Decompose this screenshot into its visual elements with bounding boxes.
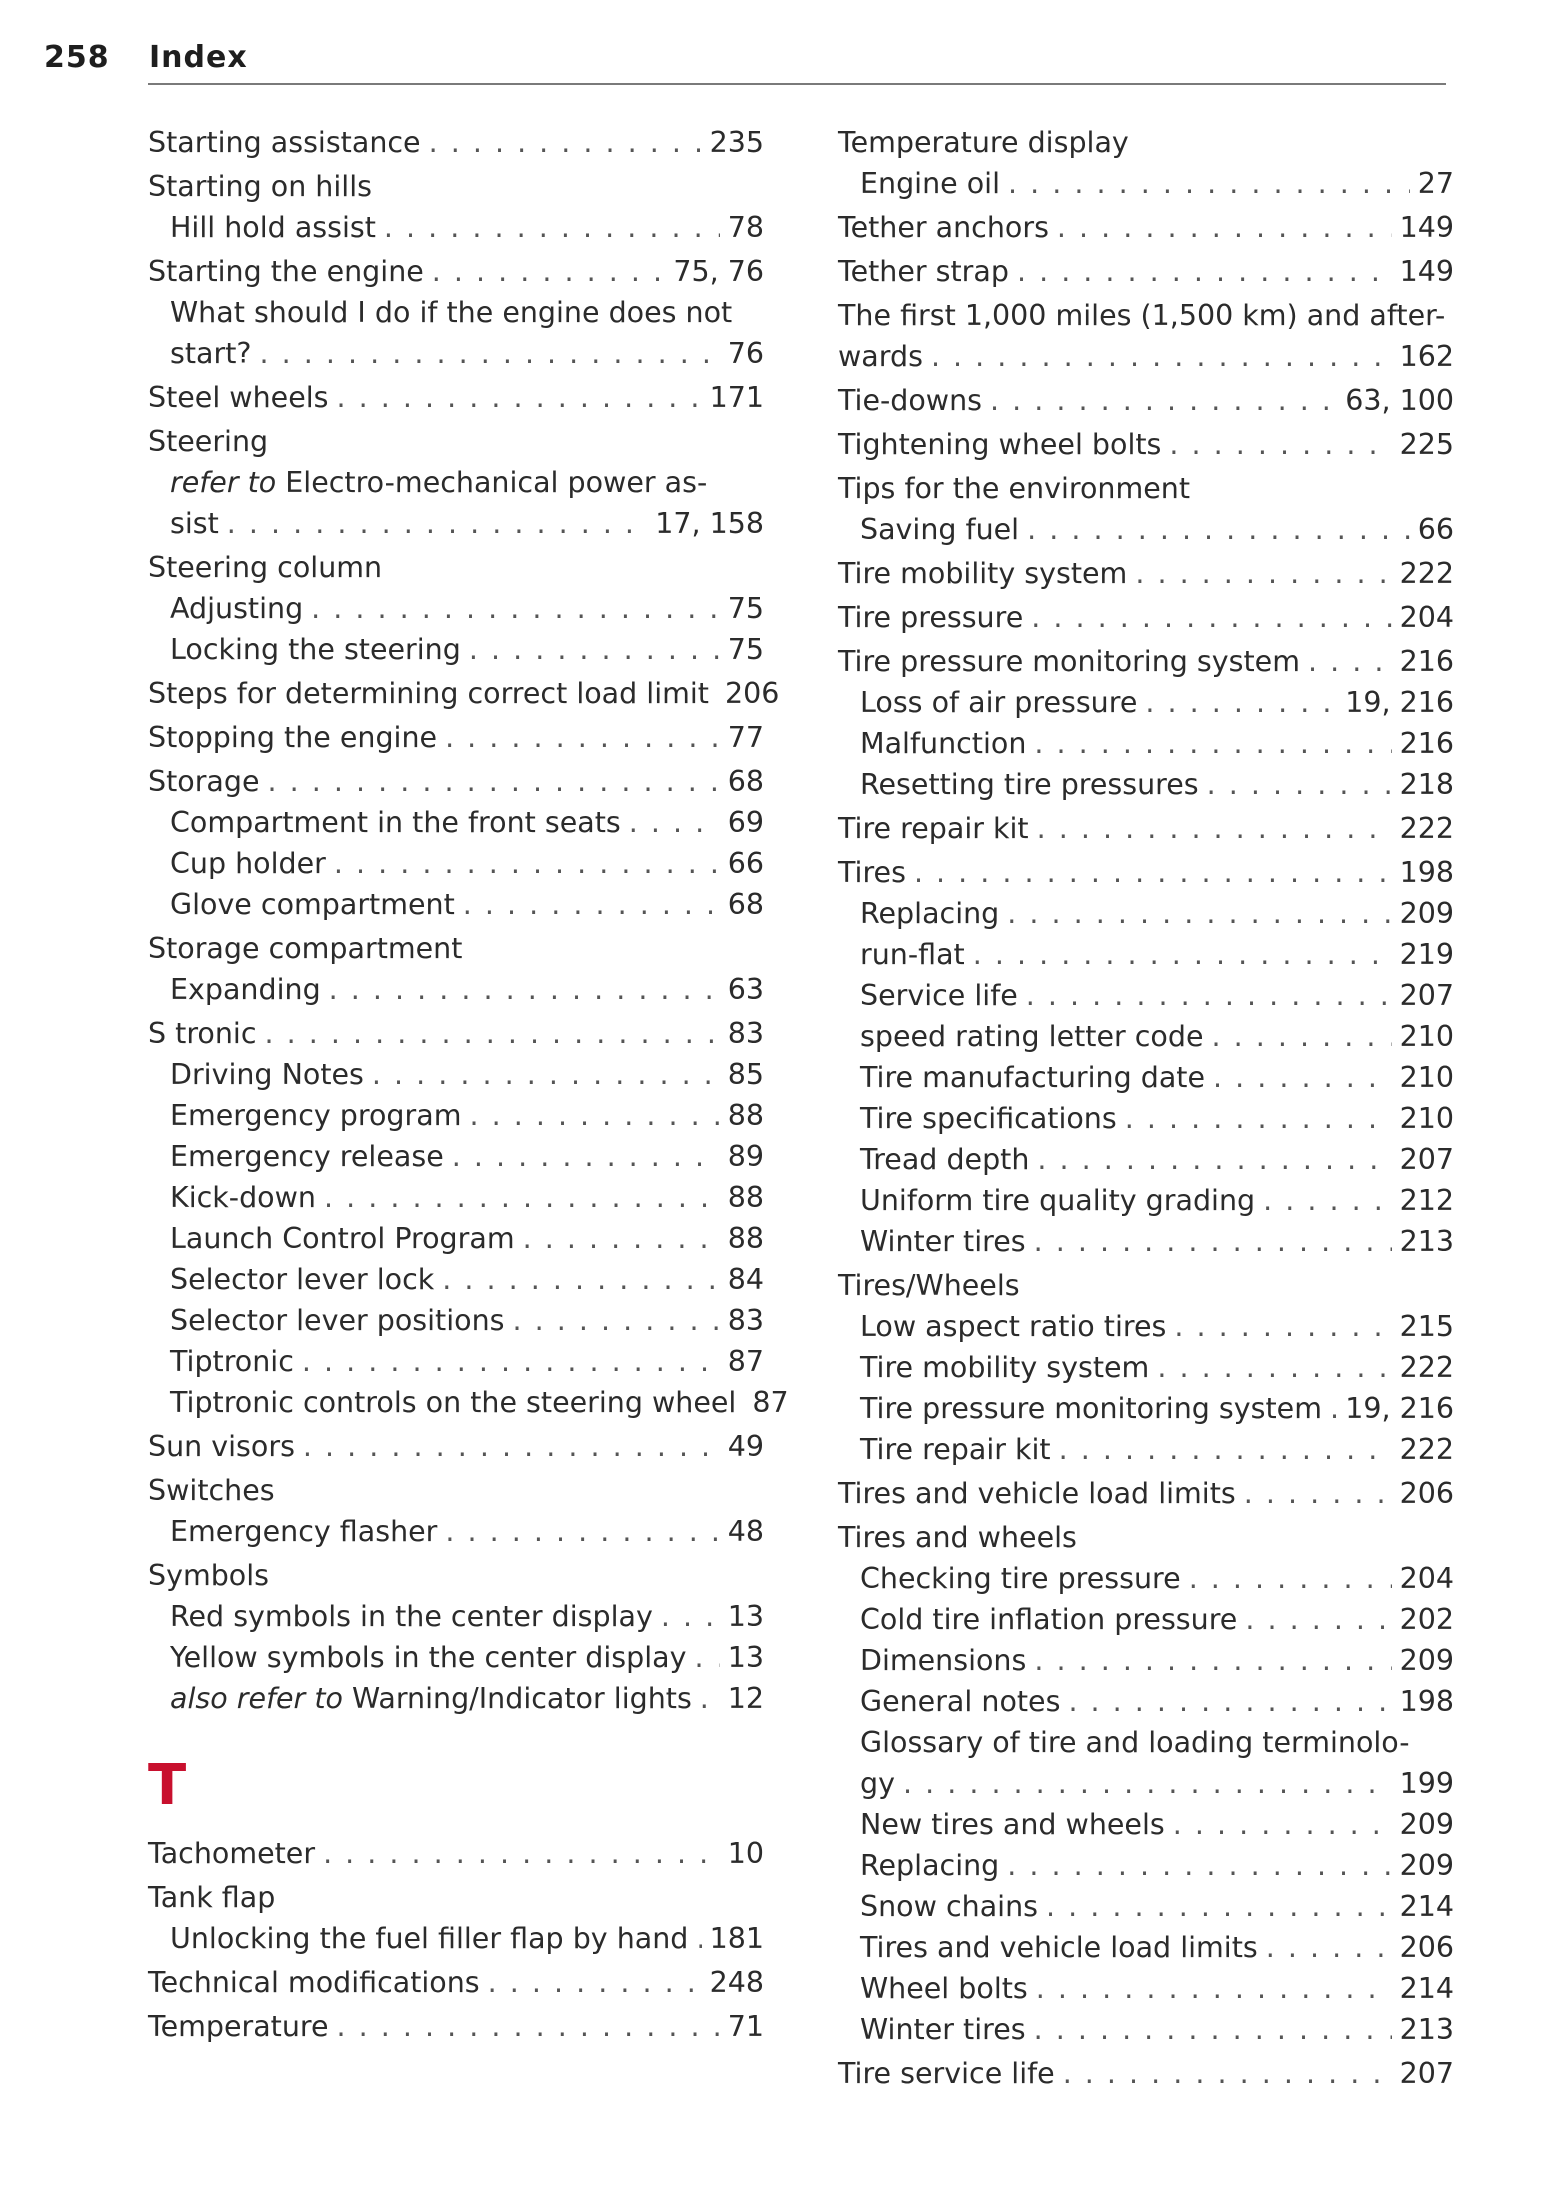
entry-label: Steering bbox=[148, 425, 269, 458]
subentry-label: Electro-mechanical power as- bbox=[285, 466, 708, 499]
page-ref: 66 bbox=[1417, 513, 1454, 546]
page-ref: 83 bbox=[727, 1304, 764, 1337]
refer-to-text: refer to bbox=[170, 466, 277, 499]
page-ref: 85 bbox=[727, 1058, 764, 1091]
subentry-label: New tires and wheels bbox=[860, 1808, 1165, 1841]
subentry-label: run-flat bbox=[860, 938, 965, 971]
subentry-label: Glossary of tire and loading terminolo- bbox=[860, 1726, 1410, 1759]
page-ref: 222 bbox=[1399, 812, 1454, 845]
entry-label: Tank flap bbox=[148, 1881, 276, 1914]
page-ref: 71 bbox=[727, 2010, 764, 2043]
subentry-label: Service life bbox=[860, 979, 1018, 1012]
index-subentry bbox=[838, 1558, 1454, 2050]
page-ref: 76 bbox=[727, 337, 764, 370]
index-subentry bbox=[838, 682, 1454, 805]
subentry-label-cont: start? bbox=[170, 337, 252, 370]
letter-heading-t: T bbox=[148, 1753, 187, 1818]
index-subentry bbox=[148, 969, 764, 1010]
page-ref: 88 bbox=[727, 1222, 764, 1255]
page-ref: 66 bbox=[727, 847, 764, 880]
index-entry bbox=[148, 761, 764, 925]
subentry-label: Tread depth bbox=[860, 1143, 1030, 1176]
entry-label: Stopping the engine bbox=[148, 721, 438, 754]
page-ref: 63 bbox=[727, 973, 764, 1006]
page-ref: 149 bbox=[1399, 211, 1454, 244]
page-ref: 248 bbox=[709, 1966, 764, 1999]
subentry-label: Selector lever lock bbox=[170, 1263, 435, 1296]
entry-label: Steering column bbox=[148, 551, 383, 584]
entry-label: Tie-downs bbox=[838, 384, 983, 417]
page-ref: 13 bbox=[727, 1600, 764, 1633]
subentry-label: Winter tires bbox=[860, 1225, 1026, 1258]
entry-label: Tire mobility system bbox=[838, 557, 1128, 590]
index-subentry bbox=[148, 802, 764, 925]
subentry-label: Uniform tire quality grading bbox=[860, 1184, 1256, 1217]
page-ref: 204 bbox=[1399, 601, 1454, 634]
page-ref: 27 bbox=[1417, 167, 1454, 200]
subentry-label: Tire specifications bbox=[860, 1102, 1117, 1135]
page-ref: 87 bbox=[727, 1345, 764, 1378]
subentry-label: Loss of air pressure bbox=[860, 686, 1138, 719]
index-column-left bbox=[148, 122, 789, 2047]
entry-label: Tires and vehicle load limits bbox=[838, 1477, 1236, 1510]
index-column-right bbox=[838, 122, 1454, 2094]
index-entry bbox=[148, 1962, 764, 2003]
subentry-label: Compartment in the front seats bbox=[170, 806, 621, 839]
index-entry bbox=[148, 421, 764, 544]
subentry-label: Emergency flasher bbox=[170, 1515, 438, 1548]
subentry-label: Tire pressure monitoring system bbox=[860, 1392, 1322, 1425]
subentry-label: Kick-down bbox=[170, 1181, 316, 1214]
entry-label: Tether strap bbox=[838, 255, 1009, 288]
subentry-label: Saving fuel bbox=[860, 513, 1020, 546]
subentry-label: Emergency program bbox=[170, 1099, 462, 1132]
page-ref: 75 bbox=[727, 592, 764, 625]
page-ref: 12 bbox=[727, 1682, 764, 1715]
index-entry bbox=[148, 1555, 764, 1719]
entry-label: Steps for determining correct load limit bbox=[148, 677, 709, 710]
index-subentry bbox=[148, 462, 764, 544]
page-ref: 206 bbox=[724, 677, 780, 710]
subentry-label: Unlocking the fuel filler flap by hand bbox=[170, 1922, 689, 1955]
subentry-label: Checking tire pressure bbox=[860, 1562, 1181, 1595]
index-entry bbox=[838, 122, 1454, 204]
page-ref: 204 bbox=[1399, 1562, 1454, 1595]
index-subentry bbox=[838, 1306, 1454, 1470]
entry-label: Switches bbox=[148, 1474, 275, 1507]
entry-label: Tires and wheels bbox=[838, 1521, 1077, 1554]
index-subentry bbox=[838, 893, 1454, 1262]
subentry-label: Tires and vehicle load limits bbox=[860, 1931, 1258, 1964]
page-ref: 78 bbox=[727, 211, 764, 244]
entry-label-cont: wards bbox=[838, 340, 923, 373]
index-entry bbox=[148, 1877, 764, 1959]
entry-label: S tronic bbox=[148, 1017, 257, 1050]
entry-label: Tire pressure monitoring system bbox=[838, 645, 1300, 678]
entry-label: Tire pressure bbox=[838, 601, 1024, 634]
index-entry bbox=[838, 1517, 1454, 2050]
section-title: Index bbox=[149, 40, 248, 75]
page-ref: 235 bbox=[709, 126, 764, 159]
entry-label: Tire service life bbox=[838, 2057, 1055, 2090]
index-subentry bbox=[148, 1054, 789, 1423]
subentry-label: Selector lever positions bbox=[170, 1304, 505, 1337]
index-entry bbox=[148, 1470, 764, 1552]
entry-label: Tips for the environment bbox=[838, 472, 1191, 505]
page-ref: 77 bbox=[727, 721, 764, 754]
subentry-label: Yellow symbols in the center display bbox=[170, 1641, 687, 1674]
index-entry bbox=[838, 641, 1454, 805]
subentry-label: Adjusting bbox=[170, 592, 304, 625]
page-ref: 218 bbox=[1399, 768, 1454, 801]
index-entry bbox=[148, 377, 764, 418]
subentry-label: Expanding bbox=[170, 973, 321, 1006]
index-entry bbox=[838, 597, 1454, 638]
subentry-label: Replacing bbox=[860, 897, 1000, 930]
entry-label: Starting the engine bbox=[148, 255, 424, 288]
index-entry bbox=[148, 2006, 764, 2047]
subentry-label: Glove compartment bbox=[170, 888, 455, 921]
page-ref: 199 bbox=[1399, 1767, 1454, 1800]
page-ref: 209 bbox=[1399, 1849, 1454, 1882]
index-entry bbox=[148, 251, 764, 374]
index-subentry bbox=[148, 1511, 764, 1552]
page-ref: 19, 216 bbox=[1345, 686, 1454, 719]
page-ref: 10 bbox=[727, 1837, 764, 1870]
entry-label: Tires/Wheels bbox=[838, 1269, 1020, 1302]
page-ref: 206 bbox=[1399, 1477, 1454, 1510]
refer-to-text: also refer to bbox=[170, 1682, 343, 1715]
subentry-label: Cup holder bbox=[170, 847, 326, 880]
entry-label: Technical modifications bbox=[148, 1966, 480, 1999]
index-entry bbox=[148, 928, 764, 1010]
index-entry bbox=[838, 207, 1454, 248]
entry-label: Symbols bbox=[148, 1559, 270, 1592]
index-entry bbox=[148, 547, 764, 670]
subentry-label: Emergency release bbox=[170, 1140, 444, 1173]
page-ref: 75, 76 bbox=[673, 255, 764, 288]
page-ref: 213 bbox=[1399, 1225, 1454, 1258]
index-entry bbox=[148, 1426, 764, 1467]
index-subentry bbox=[148, 1596, 764, 1719]
page-ref: 209 bbox=[1399, 897, 1454, 930]
index-entry bbox=[148, 673, 780, 714]
page-ref: 210 bbox=[1399, 1020, 1454, 1053]
index-subentry bbox=[148, 207, 764, 248]
subentry-label: Snow chains bbox=[860, 1890, 1038, 1923]
subentry-label: Locking the steering bbox=[170, 633, 461, 666]
page-ref: 222 bbox=[1399, 557, 1454, 590]
entry-label: Tightening wheel bolts bbox=[838, 428, 1162, 461]
page-ref: 207 bbox=[1399, 2057, 1454, 2090]
page-ref: 84 bbox=[727, 1263, 764, 1296]
page-ref: 48 bbox=[727, 1515, 764, 1548]
page-ref: 202 bbox=[1399, 1603, 1454, 1636]
entry-label: Starting on hills bbox=[148, 170, 372, 203]
subentry-label: Driving Notes bbox=[170, 1058, 364, 1091]
index-subentry bbox=[148, 1918, 764, 1959]
entry-label: Storage compartment bbox=[148, 932, 463, 965]
entry-label: Tachometer bbox=[148, 1837, 316, 1870]
page-ref: 210 bbox=[1399, 1102, 1454, 1135]
subentry-label: What should I do if the engine does not bbox=[170, 296, 733, 329]
index-subentry bbox=[148, 292, 764, 374]
page-ref: 214 bbox=[1399, 1972, 1454, 2005]
subentry-label: Malfunction bbox=[860, 727, 1027, 760]
page-ref: 198 bbox=[1399, 856, 1454, 889]
index-entry bbox=[148, 1833, 764, 1874]
page-ref: 87 bbox=[752, 1386, 789, 1419]
page-ref: 206 bbox=[1399, 1931, 1454, 1964]
page-ref: 216 bbox=[1399, 727, 1454, 760]
subentry-label: Resetting tire pressures bbox=[860, 768, 1199, 801]
subentry-label: Tiptronic bbox=[170, 1345, 294, 1378]
index-entry bbox=[838, 808, 1454, 849]
entry-label: Tires bbox=[838, 856, 906, 889]
index-entry bbox=[148, 122, 764, 163]
subentry-label: Tire repair kit bbox=[860, 1433, 1051, 1466]
index-entry bbox=[838, 380, 1454, 421]
page-ref: 88 bbox=[727, 1181, 764, 1214]
index-subentry bbox=[838, 163, 1454, 204]
subentry-label: Winter tires bbox=[860, 2013, 1026, 2046]
page-ref: 207 bbox=[1399, 1143, 1454, 1176]
page-ref: 209 bbox=[1399, 1644, 1454, 1677]
index-entry bbox=[148, 1013, 789, 1423]
header-rule bbox=[148, 83, 1446, 85]
index-entry bbox=[148, 717, 764, 758]
page-ref: 209 bbox=[1399, 1808, 1454, 1841]
page-ref: 216 bbox=[1399, 645, 1454, 678]
entry-label: Temperature display bbox=[838, 126, 1129, 159]
page-ref: 212 bbox=[1399, 1184, 1454, 1217]
subentry-label: Warning/Indicator lights bbox=[352, 1682, 692, 1715]
page-ref: 149 bbox=[1399, 255, 1454, 288]
page-ref: 225 bbox=[1399, 428, 1454, 461]
page-ref: 19, 216 bbox=[1345, 1392, 1454, 1425]
entry-label: Tether anchors bbox=[838, 211, 1049, 244]
page-ref: 215 bbox=[1399, 1310, 1454, 1343]
page-ref: 222 bbox=[1399, 1433, 1454, 1466]
index-entry bbox=[838, 1473, 1454, 1514]
subentry-label-cont: gy bbox=[860, 1767, 895, 1800]
index-entry bbox=[838, 251, 1454, 292]
index-entry bbox=[148, 166, 764, 248]
subentry-label: Launch Control Program bbox=[170, 1222, 515, 1255]
page-ref: 198 bbox=[1399, 1685, 1454, 1718]
page-ref: 171 bbox=[709, 381, 764, 414]
index-entry bbox=[838, 2053, 1454, 2094]
page-ref: 75 bbox=[727, 633, 764, 666]
page-ref: 68 bbox=[727, 888, 764, 921]
index-entry bbox=[838, 852, 1454, 1262]
index-entry bbox=[838, 1265, 1454, 1470]
page-number: 258 bbox=[44, 40, 110, 75]
page-ref: 162 bbox=[1399, 340, 1454, 373]
page-ref: 83 bbox=[727, 1017, 764, 1050]
page-ref: 49 bbox=[727, 1430, 764, 1463]
subentry-label: Low aspect ratio tires bbox=[860, 1310, 1167, 1343]
page-ref: 222 bbox=[1399, 1351, 1454, 1384]
page-ref: 88 bbox=[727, 1099, 764, 1132]
index-entry bbox=[838, 295, 1454, 377]
subentry-label: Dimensions bbox=[860, 1644, 1027, 1677]
entry-label: Temperature bbox=[148, 2010, 329, 2043]
entry-label: Starting assistance bbox=[148, 126, 421, 159]
page-ref: 181 bbox=[709, 1922, 764, 1955]
subentry-label: Tire mobility system bbox=[860, 1351, 1150, 1384]
page-ref: 69 bbox=[727, 806, 764, 839]
page-header bbox=[44, 40, 1444, 80]
subentry-label: Hill hold assist bbox=[170, 211, 376, 244]
page-ref: 213 bbox=[1399, 2013, 1454, 2046]
page-ref: 207 bbox=[1399, 979, 1454, 1012]
page-ref: 214 bbox=[1399, 1890, 1454, 1923]
subentry-label: Engine oil bbox=[860, 167, 1001, 200]
page-ref: 89 bbox=[727, 1140, 764, 1173]
entry-label: Sun visors bbox=[148, 1430, 295, 1463]
index-subentry bbox=[838, 509, 1454, 550]
index-entry bbox=[838, 468, 1454, 550]
index-entry bbox=[838, 553, 1454, 594]
index-subentry bbox=[148, 588, 764, 670]
subentry-label: Replacing bbox=[860, 1849, 1000, 1882]
subentry-label: Cold tire inflation pressure bbox=[860, 1603, 1238, 1636]
subentry-label: Tiptronic controls on the steering wheel bbox=[170, 1386, 737, 1419]
subentry-label: Wheel bolts bbox=[860, 1972, 1028, 2005]
page-ref: 13 bbox=[727, 1641, 764, 1674]
entry-label: Storage bbox=[148, 765, 260, 798]
subentry-label-cont: sist bbox=[170, 507, 219, 540]
page-ref: 63, 100 bbox=[1345, 384, 1454, 417]
page-ref: 219 bbox=[1399, 938, 1454, 971]
index-entry bbox=[838, 424, 1454, 465]
page-ref: 210 bbox=[1399, 1061, 1454, 1094]
subentry-label: speed rating letter code bbox=[860, 1020, 1204, 1053]
subentry-label: Red symbols in the center display bbox=[170, 1600, 653, 1633]
subentry-label: General notes bbox=[860, 1685, 1061, 1718]
subentry-label: Tire manufacturing date bbox=[860, 1061, 1206, 1094]
entry-label: Steel wheels bbox=[148, 381, 329, 414]
page-ref: 68 bbox=[727, 765, 764, 798]
page-ref: 17, 158 bbox=[655, 507, 764, 540]
entry-label: The first 1,000 miles (1,500 km) and after- bbox=[838, 299, 1446, 332]
entry-label: Tire repair kit bbox=[838, 812, 1029, 845]
